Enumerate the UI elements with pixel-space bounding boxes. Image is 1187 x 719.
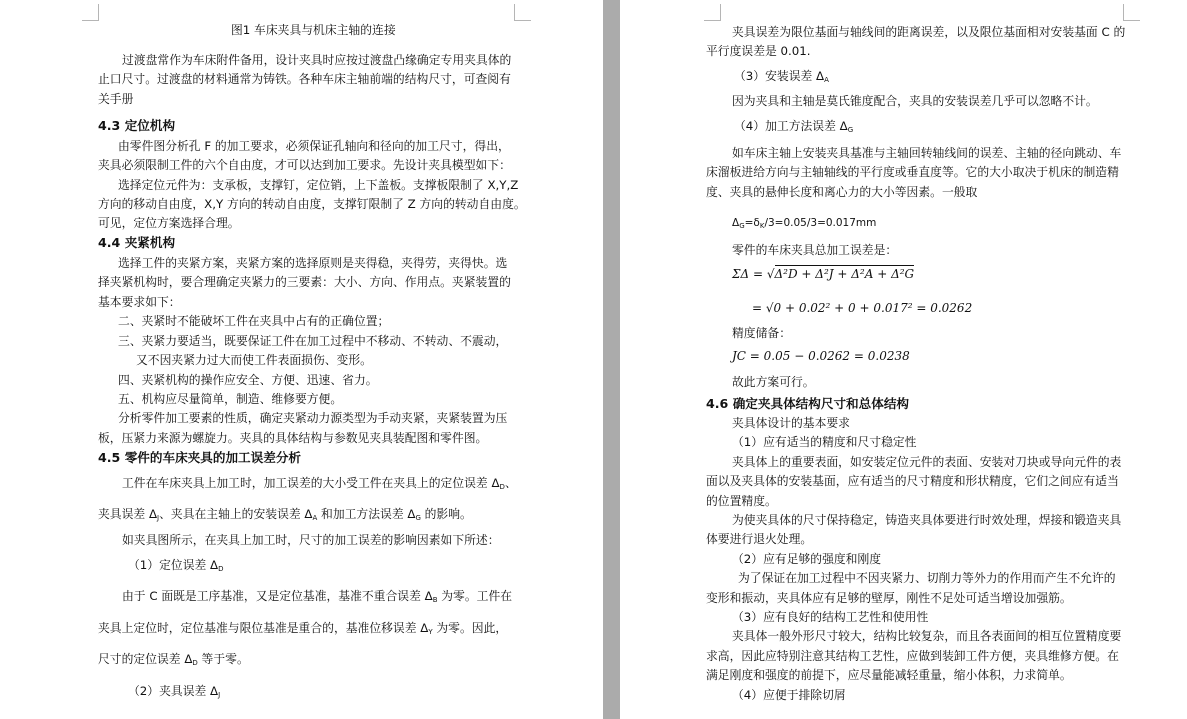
paragraph-line: 的位置精度。: [706, 494, 777, 508]
subsection-label: （1）应有适当的精度和尺寸稳定性: [732, 435, 917, 449]
margin-corner-mark: [704, 4, 721, 21]
paragraph-line: 由于 C 面既是工序基准，又是定位基准，基准不重合误差 $\Delta_B$ 为零。工件在: [122, 589, 513, 604]
section-heading: 4.3 定位机构: [98, 118, 176, 133]
list-item: 三、夹紧力要适当，既要保证工件在加工过程中不移动、不转动、不震动，: [118, 334, 508, 348]
section-heading: 4.6 确定夹具体结构尺寸和总体结构: [706, 396, 910, 411]
margin-corner-mark: [82, 4, 99, 21]
subsection-label: （4）应便于排除切屑: [732, 688, 846, 702]
paragraph-line: 因为夹具和主轴是莫氏锥度配合，夹具的安装误差几乎可以忽略不计。: [732, 94, 1098, 108]
subsection-label: （3）安装误差 $\Delta_A$: [734, 69, 829, 84]
margin-corner-mark: [1123, 4, 1140, 21]
section-heading: 4.5 零件的车床夹具的加工误差分析: [98, 450, 302, 465]
paragraph-line: 平行度误差是 0.01.: [706, 44, 811, 58]
paragraph-line: 床溜板进给方向与主轴轴线的平行度或垂直度等。它的大小取决于机床的制造精: [706, 165, 1119, 179]
paragraph-line: 可见，定位方案选择合理。: [98, 216, 240, 230]
paragraph-line: 夹具体一般外形尺寸较大，结构比较复杂，而且各表面间的相互位置精度要: [732, 629, 1122, 643]
list-item: 二、夹紧时不能破坏工件在夹具中占有的正确位置；: [118, 314, 390, 328]
paragraph-line: 板，压紧力来源为螺旋力。夹具的具体结构与参数见夹具装配图和零件图。: [98, 431, 488, 445]
paragraph-line: 夹具体设计的基本要求: [732, 416, 850, 430]
paragraph-line: 为使夹具体的尺寸保持稳定，铸造夹具体要进行时效处理，焊接和锻造夹具: [732, 513, 1122, 527]
subsection-label: （4）加工方法误差 $\Delta_G$: [734, 119, 854, 134]
margin-corner-mark: [514, 4, 531, 21]
paragraph-line: 夹具体上的重要表面，如安装定位元件的表面、安装对刀块或导向元件的表: [732, 455, 1122, 469]
paragraph-line: 如车床主轴上安装夹具基准与主轴回转轴线间的误差、主轴的径向跳动、车: [732, 146, 1122, 160]
list-item: 五、机构应尽量简单，制造、维修要方便。: [118, 392, 343, 406]
list-item: 四、夹紧机构的操作应安全、方便、迅速、省力。: [118, 373, 378, 387]
paragraph-line: 夹具必须限制工件的六个自由度，才可以达到加工要求。先设计夹具模型如下：: [98, 158, 511, 172]
subsection-label: （2）夹具误差 $\Delta_J$: [128, 684, 221, 699]
paragraph-line: 择夹紧机构时，要合理确定夹紧力的三要素：大小、方向、作用点。夹紧装置的: [98, 275, 511, 289]
subsection-label: （3）应有良好的结构工艺性和使用性: [732, 610, 929, 624]
list-item-continuation: 又不因夹紧力过大而使工件表面损伤、变形。: [136, 353, 372, 367]
paragraph-line: 夹具误差 $\Delta_J$、夹具在主轴上的安装误差 $\Delta_A$ 和加工方法误差 $\Delta_G$ 的影响。: [98, 507, 472, 522]
paragraph-line: 方向的移动自由度，X,Y 方向的转动自由度，支撑钉限制了 Z 方向的转动自由度。: [98, 197, 526, 211]
subsection-label: （2）应有足够的强度和刚度: [732, 552, 882, 566]
figure-caption: 图1 车床夹具与机床主轴的连接: [231, 23, 396, 37]
equation-total-value: = √0 + 0.02² + 0 + 0.017² = 0.0262: [752, 301, 973, 315]
equation-precision-reserve: JC = 0.05 − 0.0262 = 0.0238: [732, 349, 910, 363]
paragraph-line: 尺寸的定位误差 $\Delta_D$ 等于零。: [98, 652, 249, 667]
paragraph-line: 变形和振动，夹具体应有足够的壁厚，刚性不足处可适当增设加强筋。: [706, 591, 1072, 605]
page-gap: [603, 0, 620, 719]
paragraph-line: 基本要求如下：: [98, 295, 181, 309]
paragraph-line: 工件在车床夹具上加工时，加工误差的大小受工件在夹具上的定位误差 $\Delta_D$、: [122, 476, 517, 491]
paragraph-line: 过渡盘常作为车床附件备用，设计夹具时应按过渡盘凸缘确定专用夹具体的: [122, 53, 512, 67]
paragraph-line: 夹具上定位时，定位基准与限位基准是重合的，基准位移误差 $\Delta_Y$ 为零。因此，: [98, 621, 508, 636]
document-page-right: [620, 0, 1187, 719]
paragraph-line: 满足刚度和强度的前提下，应尽量能减轻重量，缩小体积，力求简单。: [706, 668, 1072, 682]
paragraph-line: 由零件图分析孔 F 的加工要求，必须保证孔轴向和径向的加工尺寸，得出，: [118, 139, 510, 153]
paragraph-line: 面以及夹具体的安装基面，应有适当的尺寸精度和形状精度，它们之间应有适当: [706, 474, 1119, 488]
paragraph-line: 关手册: [98, 92, 134, 106]
subsection-label: （1）定位误差 $\Delta_D$: [128, 558, 224, 573]
paragraph-line: 选择工件的夹紧方案，夹紧方案的选择原则是夹得稳，夹得劳，夹得快。选: [118, 256, 508, 270]
paragraph-line: 求高，因此应特别注意其结构工艺性，应做到装卸工件方便，夹具维修方便。在: [706, 649, 1119, 663]
paragraph-line: 夹具误差为限位基面与轴线间的距离误差，以及限位基面相对安装基面 C 的: [732, 25, 1126, 39]
equation-total-error: ΣΔ = √Δ²D + Δ²J + Δ²A + Δ²G: [732, 267, 915, 281]
paragraph-line: 如夹具图所示，在夹具上加工时，尺寸的加工误差的影响因素如下所述：: [122, 533, 500, 547]
equation-method-error: $\Delta_G=\delta_K/3=0.05/3=0.017mm$: [732, 217, 877, 230]
paragraph-line: 分析零件加工要素的性质，确定夹紧动力源类型为手动夹紧，夹紧装置为压: [118, 411, 508, 425]
paragraph-line: 为了保证在加工过程中不因夹紧力、切削力等外力的作用而产生不允许的: [738, 571, 1116, 585]
paragraph-line: 度、夹具的悬伸长度和离心力的大小等因素。一般取: [706, 185, 978, 199]
paragraph-line: 止口尺寸。过渡盘的材料通常为铸铁。各种车床主轴前端的结构尺寸，可查阅有: [98, 72, 511, 86]
paragraph-line: 体要进行退火处理。: [706, 532, 813, 546]
paragraph-line: 故此方案可行。: [732, 375, 815, 389]
paragraph-line: 选择定位元件为：支承板，支撑钉，定位销，上下盖板。支撑板限制了 X,Y,Z: [118, 178, 519, 192]
section-heading: 4.4 夹紧机构: [98, 235, 176, 250]
paragraph-line: 零件的车床夹具总加工误差是：: [732, 243, 898, 257]
paragraph-line: 精度储备：: [732, 326, 791, 340]
